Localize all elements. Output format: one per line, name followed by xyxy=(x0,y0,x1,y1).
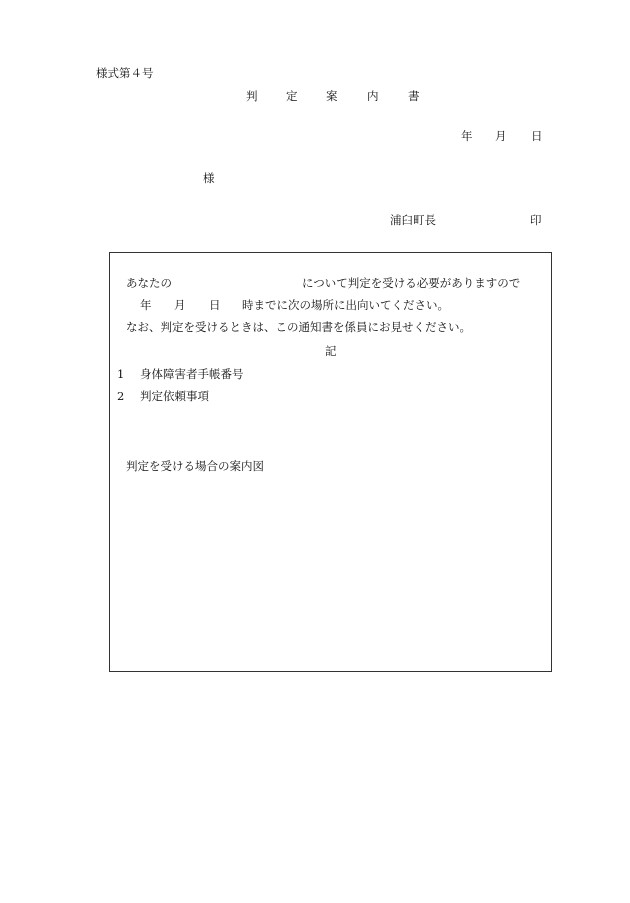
map-label: 判定を受ける場合の案内図 xyxy=(126,459,264,473)
form-number: 様式第４号 xyxy=(96,66,154,80)
item-number: 2 xyxy=(117,389,125,403)
date-day-label: 日 xyxy=(531,129,543,143)
date-year-label: 年 xyxy=(461,129,473,143)
notice-year-label: 年 xyxy=(140,298,152,312)
item-number: 1 xyxy=(117,367,125,381)
title-char: 判 xyxy=(246,89,258,103)
addressee-suffix: 様 xyxy=(203,171,215,185)
date-month-label: 月 xyxy=(495,129,507,143)
notice-day-label: 日 xyxy=(209,298,221,312)
notice-month-label: 月 xyxy=(174,298,186,312)
sender-title: 浦臼町長 xyxy=(390,213,436,227)
title-char: 定 xyxy=(286,89,298,103)
item-label: 判定依頼事項 xyxy=(140,389,209,403)
item-label: 身体障害者手帳番号 xyxy=(140,367,244,381)
seal-mark: 印 xyxy=(530,213,542,227)
notice-line1-suffix: について判定を受ける必要がありますので xyxy=(302,276,521,290)
notice-line1-prefix: あなたの xyxy=(126,276,172,290)
ki-heading: 記 xyxy=(325,344,337,358)
notice-line2-rest: 時までに次の場所に出向いてください。 xyxy=(242,298,449,312)
title-char: 書 xyxy=(408,89,420,103)
title-char: 内 xyxy=(367,89,379,103)
title-char: 案 xyxy=(326,89,338,103)
notice-line3: なお、判定を受けるときは、この通知書を係員にお見せください。 xyxy=(126,320,471,334)
